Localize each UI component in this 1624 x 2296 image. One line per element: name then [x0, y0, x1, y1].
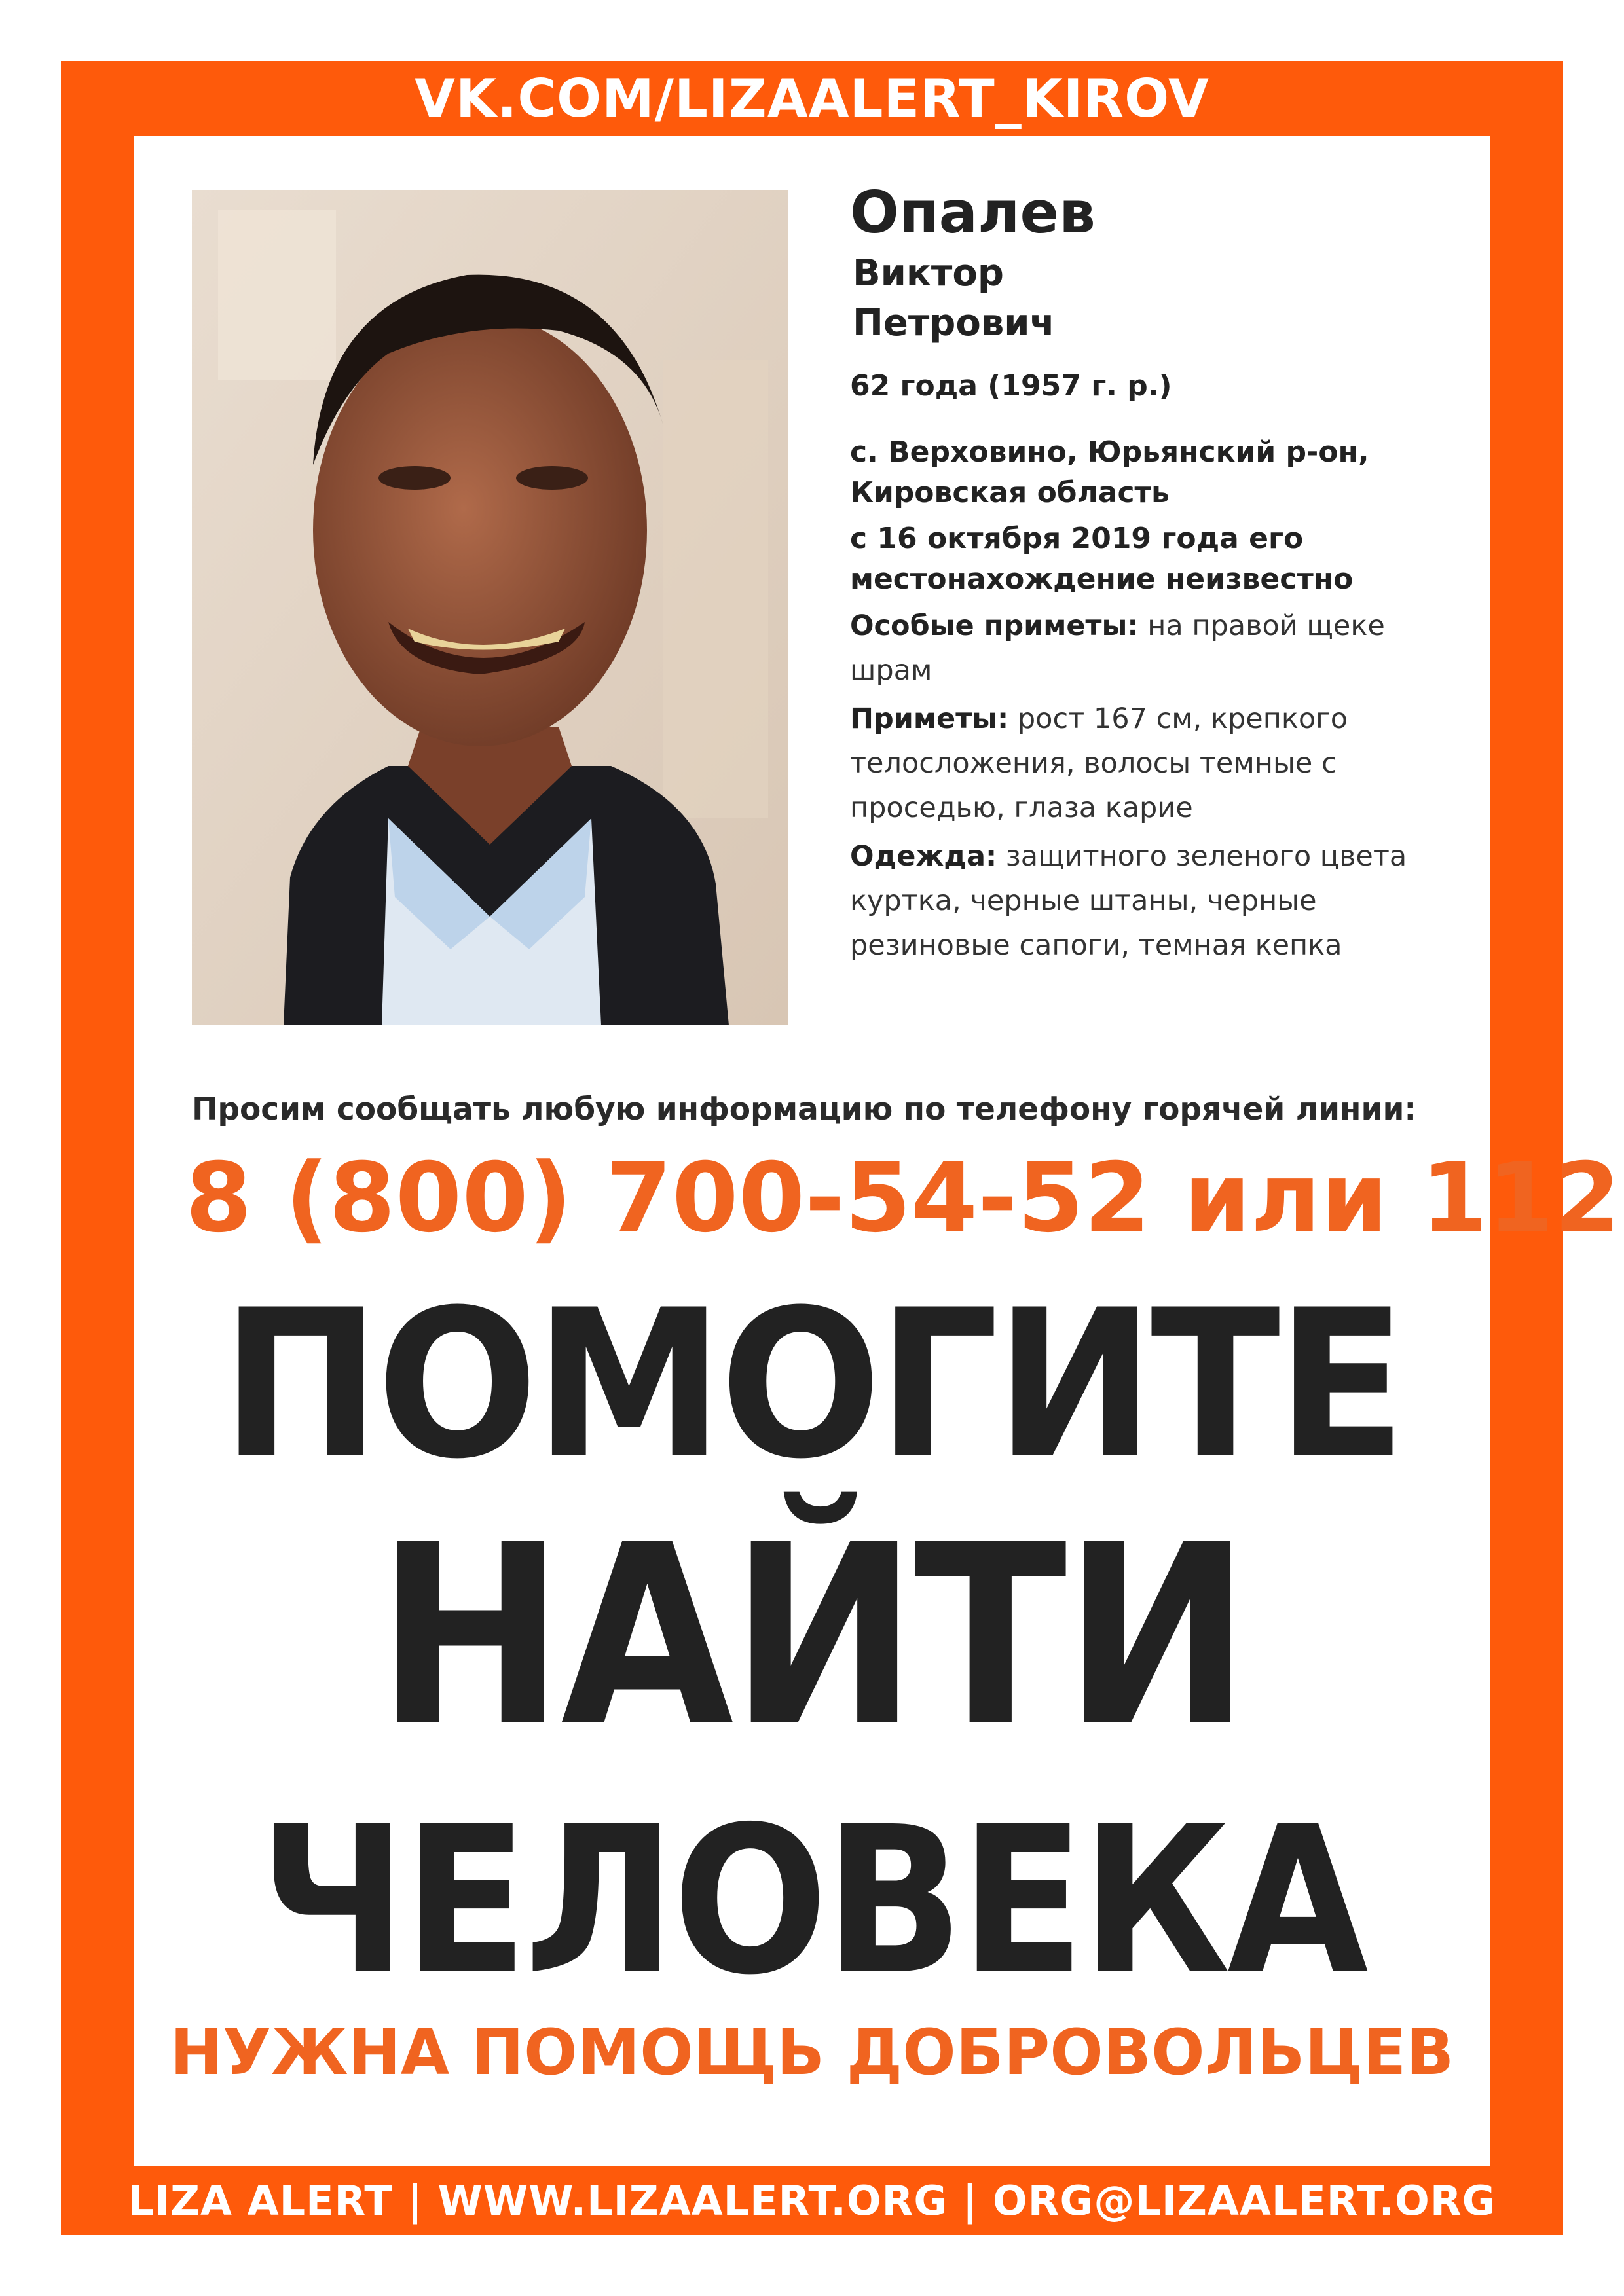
- person-first-name: Виктор: [853, 252, 1004, 295]
- person-patronymic: Петрович: [853, 302, 1055, 344]
- special-marks-value: на правой щеке шрам: [850, 610, 1385, 687]
- special-marks-label: Особые приметы:: [850, 610, 1139, 642]
- physical-features: [850, 697, 1459, 830]
- headline-person: ЧЕЛОВЕКА: [259, 1783, 1365, 2020]
- hotline-request: Просим сообщать любую информацию по телефону горячей линии:: [192, 1091, 1417, 1127]
- clothing-label: Одежда:: [850, 840, 997, 873]
- headline-find: НАЙТИ: [377, 1491, 1247, 1781]
- person-surname: Опалев: [850, 179, 1096, 246]
- missing-since-line-2: местонахождение неизвестно: [850, 562, 1354, 596]
- footer-contacts[interactable]: LIZA ALERT | WWW.LIZAALERT.ORG | ORG@LIZAALERT.ORG: [128, 2177, 1496, 2225]
- missing-person-photo: [192, 190, 788, 1025]
- missing-since-line-1: с 16 октября 2019 года его: [850, 522, 1304, 555]
- person-location: [850, 432, 1459, 513]
- headline-help: ПОМОГИТЕ: [221, 1266, 1403, 1504]
- clothing-value: защитного зеленого цвета куртка, черные штаны, черные резиновые сапоги, темная кепка: [850, 840, 1407, 962]
- physical-features-label: Приметы:: [850, 702, 1009, 735]
- person-info: [850, 177, 1459, 968]
- person-age: 62 года (1957 г. р.): [850, 369, 1172, 403]
- clothing: [850, 834, 1459, 968]
- volunteers-needed: НУЖНА ПОМОЩЬ ДОБРОВОЛЬЦЕВ: [170, 2016, 1454, 2089]
- header-url[interactable]: VK.COM/LIZAALERT_KIROV: [415, 67, 1209, 129]
- missing-since: [850, 519, 1459, 600]
- location-line-2: Кировская область: [850, 476, 1170, 509]
- physical-features-value: рост 167 см, крепкого телосложения, волосы темные с проседью, глаза карие: [850, 702, 1348, 824]
- hotline-phone[interactable]: 8 (800) 700-54-52 или 112: [185, 1142, 1621, 1254]
- location-line-1: с. Верховино, Юрьянский р-он,: [850, 435, 1369, 469]
- special-marks: [850, 604, 1459, 693]
